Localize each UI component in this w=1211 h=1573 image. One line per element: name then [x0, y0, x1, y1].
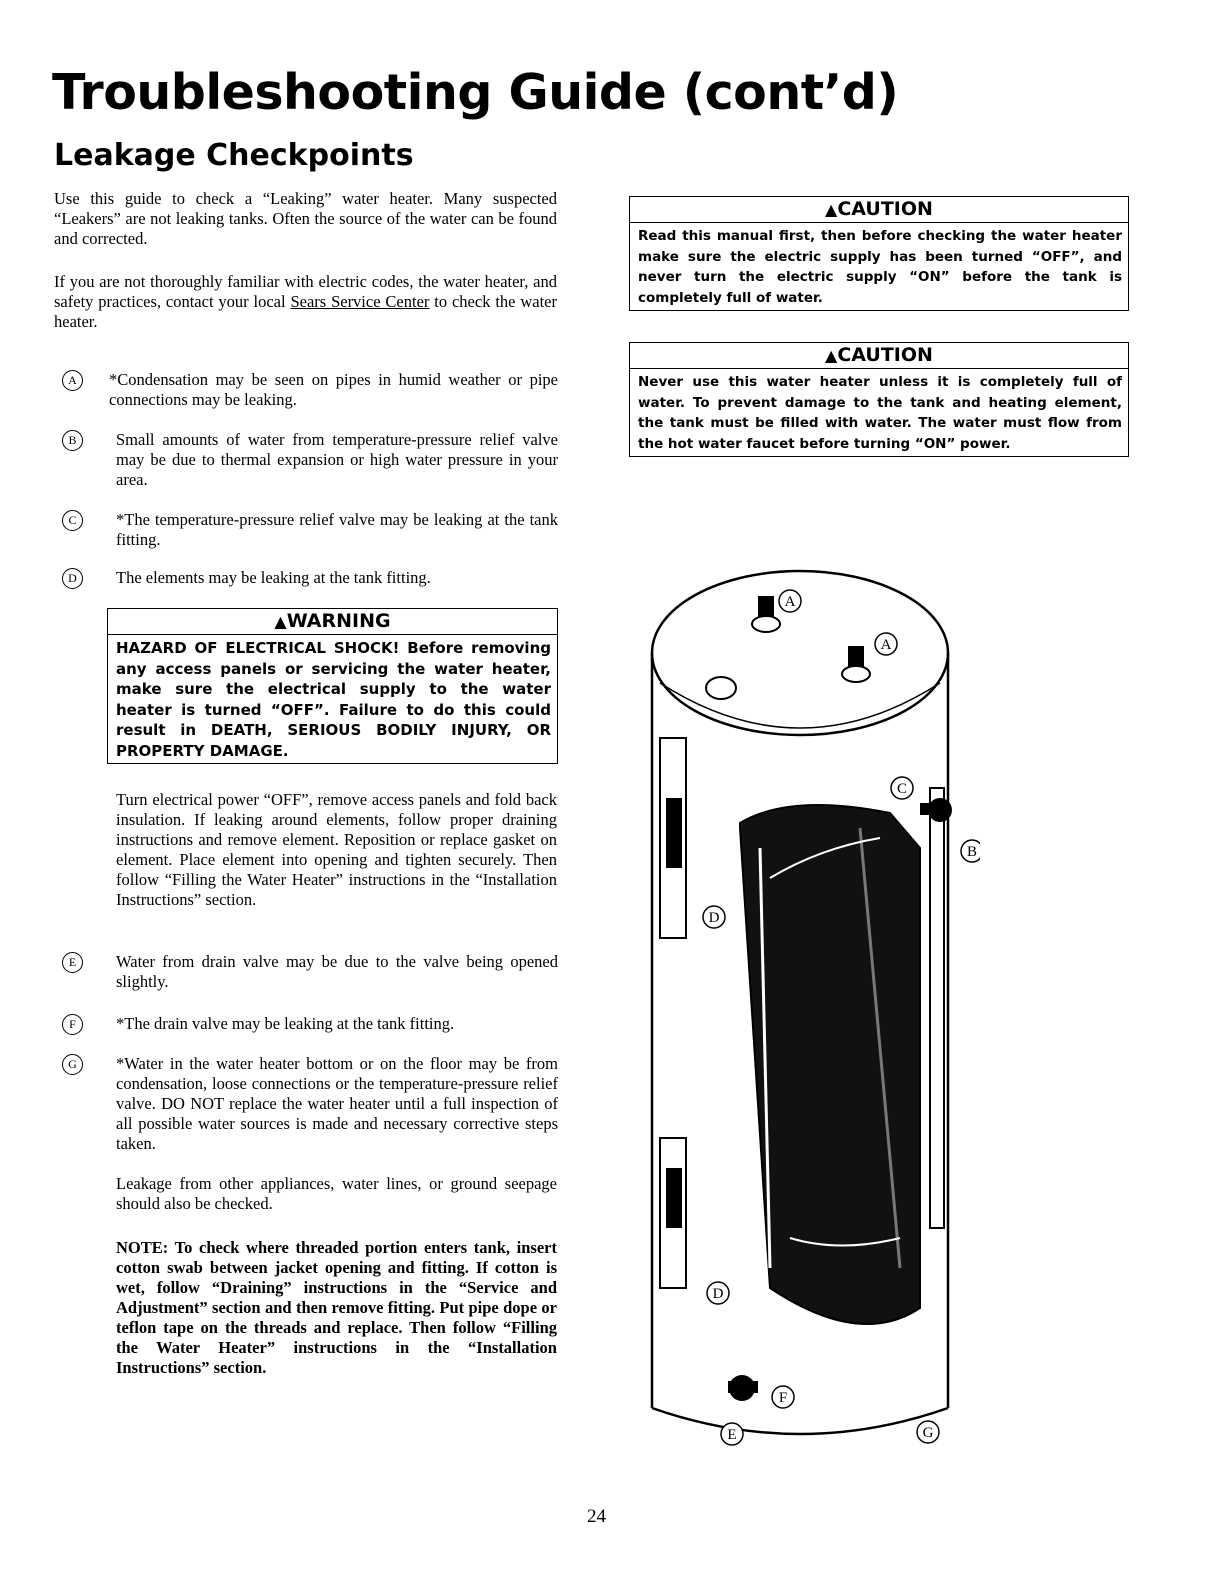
caution-box-2: [629, 342, 1129, 457]
checkpoint-c: [62, 510, 558, 550]
intro-text-before-link: If you are not thoroughly familiar with electric codes, the water heater, and safety practices, contact your local: [54, 272, 557, 311]
checkpoint-marker-f: F: [62, 1014, 83, 1035]
checkpoint-a-text: *Condensation may be seen on pipes in humid weather or pipe connections may be leaking.: [109, 370, 558, 409]
callout-f: [772, 1386, 794, 1408]
anode-opening: [706, 677, 736, 699]
callout-a-right-label: A: [880, 637, 892, 653]
other-leakage-text: Leakage from other appliances, water lines, or ground seepage should also be checked.: [116, 1174, 557, 1213]
checkpoint-marker-b: B: [62, 430, 83, 451]
checkpoint-d: [62, 568, 558, 588]
drain-valve: [728, 1375, 758, 1401]
caution-2-label: CAUTION: [837, 344, 933, 366]
checkpoint-g-text: *Water in the water heater bottom or on the floor may be from condensation, loose connections or the temperature-pressure relief valve. DO NOT replace the water heater until a full inspection of all possible water sources is made and necessary corrective steps taken.: [116, 1054, 558, 1153]
callout-e: [721, 1423, 743, 1445]
relief-valve: [920, 798, 952, 822]
callout-d-lower: [707, 1282, 729, 1304]
tank-cutaway: [740, 805, 920, 1324]
note-text: NOTE: To check where threaded portion enters tank, insert cotton swab between jacket opening and fitting. If cotton is wet, follow “Draining” instructions in the “Service and Adjustment” section and then remove fitting. Put pipe dope or teflon tape on the threads and replace. Then follow “Filling the Water Heater” instructions in the “Installation Instructions” section.: [116, 1238, 557, 1377]
callout-c: [891, 777, 913, 799]
callout-d-lower-label: D: [712, 1286, 724, 1302]
callout-c-label: C: [896, 781, 908, 797]
intro-text-after-link: to check the water heater.: [54, 292, 557, 331]
lower-thermostat: [666, 1168, 682, 1228]
checkpoint-marker-a: A: [62, 370, 83, 391]
checkpoint-b: [62, 430, 558, 490]
page-number: 24: [587, 1506, 606, 1527]
warning-box: [107, 608, 558, 764]
checkpoint-f-text: *The drain valve may be leaking at the tank fitting.: [116, 1014, 455, 1033]
caution-1-text: Read this manual first, then before checking the water heater make sure the electric supply has been turned “OFF”, and never turn the electric supply “ON” before the tank is completely full of water.: [638, 228, 1122, 306]
upper-thermostat: [666, 798, 682, 868]
caution-1-header: [630, 197, 1128, 223]
checkpoint-marker-e: E: [62, 952, 83, 973]
caution-box-1: [629, 196, 1129, 311]
callout-d-upper-label: D: [708, 910, 720, 926]
callout-a-top-label: A: [784, 594, 796, 610]
warning-header: [108, 609, 557, 635]
section-subtitle: Leakage Checkpoints: [54, 138, 414, 173]
callout-a-right: [875, 633, 897, 655]
intro-paragraph-2: [54, 272, 557, 332]
callout-d-upper: [703, 906, 725, 928]
checkpoint-e-text: Water from drain valve may be due to the valve being opened slightly.: [116, 952, 558, 991]
callout-e-label: E: [727, 1427, 737, 1443]
callout-b: [961, 840, 980, 862]
water-heater-diagram: [620, 548, 980, 1468]
callout-a-top: [779, 590, 801, 612]
element-instructions: Turn electrical power “OFF”, remove access panels and fold back insulation. If leaking around elements, follow proper draining instructions and remove element. Reposition or replace gasket on element. Place element into opening and tighten securely. Then follow “Filling the Water Heater” instructions in the “Installation Instructions” section.: [116, 790, 557, 909]
checkpoint-marker-g: G: [62, 1054, 83, 1075]
sears-service-center-link[interactable]: Sears Service Center: [290, 292, 430, 311]
caution-2-text: Never use this water heater unless it is completely full of water. To prevent damage to the tank and heating element, the tank must be filled with water. The water must flow from the hot water faucet before turning “ON” power.: [638, 374, 1122, 452]
checkpoint-b-text: Small amounts of water from temperature-pressure relief valve may be due to thermal expansion or high water pressure in your area.: [116, 430, 558, 489]
caution-2-triangle-icon: ▲: [825, 346, 838, 365]
page-title: Troubleshooting Guide (cont’d): [52, 64, 899, 121]
checkpoint-g: [62, 1054, 558, 1154]
checkpoint-f: [62, 1014, 558, 1034]
checkpoint-e: [62, 952, 558, 992]
callout-b-label: B: [966, 844, 978, 860]
warning-text: HAZARD OF ELECTRICAL SHOCK! Before removing any access panels or servicing the water heater, make sure the electrical supply to the water heater is turned “OFF”. Failure to do this could result in DEATH, SERIOUS BODILY INJURY, OR PROPERTY DAMAGE.: [116, 639, 551, 760]
checkpoint-marker-c: C: [62, 510, 83, 531]
callout-g: [917, 1421, 939, 1443]
caution-2-header: [630, 343, 1128, 369]
checkpoint-d-text: The elements may be leaking at the tank fitting.: [116, 568, 431, 587]
callout-f-label: F: [778, 1390, 788, 1406]
intro-paragraph-1: Use this guide to check a “Leaking” water heater. Many suspected “Leakers” are not leaking tanks. Often the source of the water can be found and corrected.: [54, 189, 557, 248]
checkpoint-a: [62, 370, 558, 410]
relief-valve-pipe: [930, 788, 944, 1228]
warning-triangle-icon: ▲: [274, 612, 287, 631]
caution-1-triangle-icon: ▲: [825, 200, 838, 219]
checkpoint-c-text: *The temperature-pressure relief valve may be leaking at the tank fitting.: [116, 510, 558, 549]
caution-1-label: CAUTION: [837, 198, 933, 220]
checkpoint-marker-d: D: [62, 568, 83, 589]
warning-label: WARNING: [286, 610, 391, 632]
callout-g-label: G: [922, 1425, 934, 1441]
